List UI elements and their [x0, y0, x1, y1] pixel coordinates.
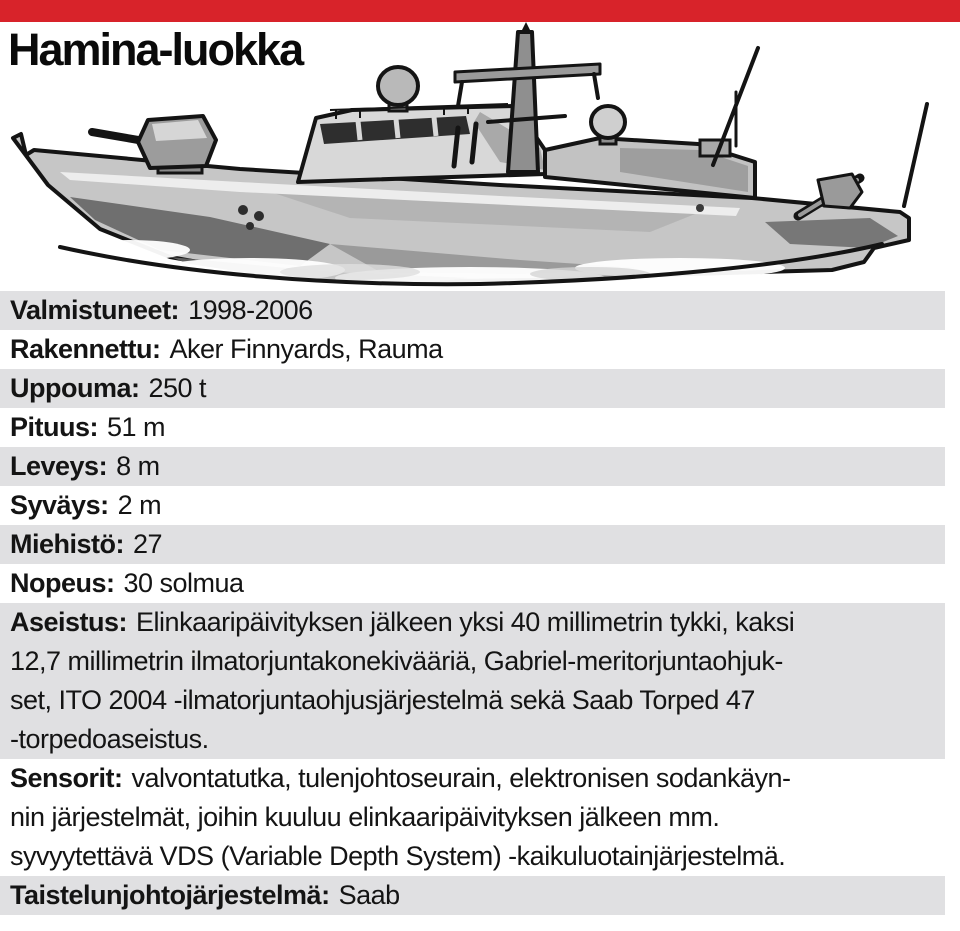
spec-label: Leveys:	[10, 451, 108, 481]
spec-line: -torpedoaseistus.	[10, 724, 209, 754]
spec-row-uppouma	[0, 369, 945, 408]
spec-value: 30 solmua	[123, 568, 244, 598]
spec-table	[0, 291, 960, 915]
spec-row-leveys	[0, 447, 945, 486]
spec-row-pituus	[0, 408, 945, 447]
spec-line: nin järjestelmät, joihin kuuluu elinkaaripäivityksen jälkeen mm.	[10, 802, 720, 832]
spec-label: Rakennettu:	[10, 334, 161, 364]
spec-row-syvays	[0, 486, 945, 525]
spec-value: 250 t	[148, 373, 207, 403]
spec-value: 8 m	[116, 451, 160, 481]
spec-line: syvyytettävä VDS (Variable Depth System) -kaikuluotainjärjestelmä.	[10, 841, 786, 871]
spec-label: Syväys:	[10, 490, 109, 520]
spec-label: Miehistö:	[10, 529, 124, 559]
spec-line: 12,7 millimetrin ilmatorjuntakonekivääriä, Gabriel-meritorjuntaohjuk-	[10, 646, 783, 676]
spec-value: Elinkaaripäivityksen jälkeen yksi 40 millimetrin tykki, kaksi	[136, 607, 795, 637]
spec-row-aseistus	[0, 603, 945, 759]
spec-line	[10, 603, 945, 642]
spec-label: Sensorit:	[10, 763, 123, 793]
top-red-bar	[0, 0, 960, 22]
page-title: Hamina-luokka	[8, 24, 303, 75]
spec-row-nopeus	[0, 564, 945, 603]
spec-label: Pituus:	[10, 412, 98, 442]
spec-row-miehisto	[0, 525, 945, 564]
hero-section	[0, 22, 960, 291]
aft-superstructure	[545, 92, 755, 198]
spec-line	[10, 759, 945, 798]
spec-value: valvontatutka, tulenjohtoseurain, elektronisen sodankäyn-	[131, 763, 791, 793]
spec-line: set, ITO 2004 -ilmatorjuntaohjusjärjestelmä sekä Saab Torped 47	[10, 685, 755, 715]
spec-label: Aseistus:	[10, 607, 128, 637]
spec-value: Saab	[338, 880, 400, 910]
spec-label: Uppouma:	[10, 373, 140, 403]
spec-row-rakennettu	[0, 330, 945, 369]
spec-value: 51 m	[107, 412, 166, 442]
spec-value: 1998-2006	[188, 295, 313, 325]
spec-row-valmistuneet	[0, 291, 945, 330]
spec-row-sensorit	[0, 759, 945, 876]
spec-label: Nopeus:	[10, 568, 115, 598]
spec-label: Taistelunjohtojärjestelmä:	[10, 880, 330, 910]
spec-value: 27	[133, 529, 163, 559]
spec-value: 2 m	[117, 490, 162, 520]
spec-label: Valmistuneet:	[10, 295, 180, 325]
spec-value: Aker Finnyards, Rauma	[169, 334, 443, 364]
spec-row-taistelunjohtojarjestelma	[0, 876, 945, 915]
